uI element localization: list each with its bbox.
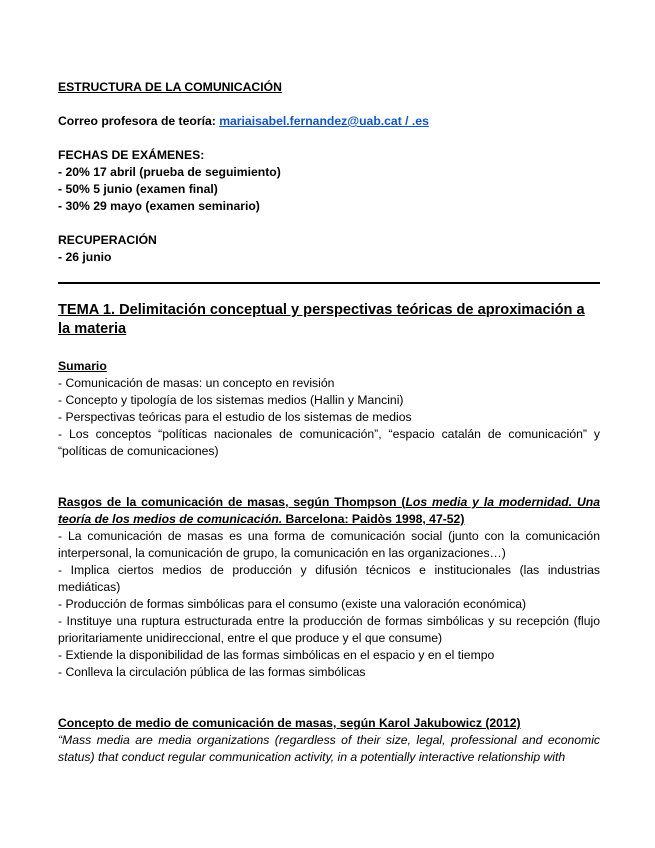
list-item: - 20% 17 abril (prueba de seguimiento) <box>58 165 281 179</box>
list-item: - 30% 29 mayo (examen seminario) <box>58 199 260 213</box>
email-label: Correo profesora de teoría: <box>58 114 216 128</box>
thompson-section <box>58 494 600 681</box>
recovery-date: - 26 junio <box>58 250 112 264</box>
jakubowicz-section <box>58 715 600 766</box>
list-item: - Instituye una ruptura estructurada entre la producción de formas simbólicas y su recepción (flujo prioritariamente unidireccional, entre el que produce y el que consume) <box>58 614 600 645</box>
recovery-section <box>58 232 600 266</box>
section-divider <box>58 282 600 284</box>
list-item: - Concepto y tipología de los sistemas medios (Hallin y Mancini) <box>58 393 404 407</box>
list-item: - La comunicación de masas es una forma de comunicación social (junto con la comunicación interpersonal, la comunicación de grupo, la comunicación en las organizaciones…) <box>58 529 600 560</box>
summary-heading: Sumario <box>58 359 107 373</box>
jakubowicz-quote: “Mass media are media organizations (regardless of their size, legal, professional and economic status) that conduct regular communication activity, in a potentially interactive relationship with <box>58 733 600 764</box>
exams-section <box>58 147 600 215</box>
topic-title <box>58 301 600 339</box>
list-item: - Los conceptos “políticas nacionales de comunicación”, “espacio catalán de comunicación” y “políticas de comunicaciones) <box>58 427 600 458</box>
list-item: - Conlleva la circulación pública de las formas simbólicas <box>58 665 366 679</box>
list-item: - 50% 5 junio (examen final) <box>58 182 218 196</box>
list-item: - Extiende la disponibilidad de las formas simbólicas en el espacio y en el tiempo <box>58 648 495 662</box>
exams-heading: FECHAS DE EXÁMENES: <box>58 148 205 162</box>
list-item: - Implica ciertos medios de producción y difusión técnicos e institucionales (las industrias mediáticas) <box>58 563 600 594</box>
email-link[interactable]: mariaisabel.fernandez@uab.cat / .es <box>219 114 429 128</box>
list-item: - Perspectivas teóricas para el estudio de los sistemas de medios <box>58 410 412 424</box>
list-item: - Comunicación de masas: un concepto en revisión <box>58 376 335 390</box>
course-title: ESTRUCTURA DE LA COMUNICACIÓN <box>58 80 282 94</box>
topic-title-line1: TEMA 1. Delimitación conceptual y perspectivas teóricas de aproximación a <box>58 302 585 318</box>
email-line <box>58 113 600 130</box>
jakubowicz-heading: Concepto de medio de comunicación de masas, según Karol Jakubowicz (2012) <box>58 716 521 730</box>
recovery-heading: RECUPERACIÓN <box>58 233 157 247</box>
thompson-book-title: Los media y la modernidad. Una teoría de los medios de comunicación. <box>58 495 601 526</box>
list-item: - Producción de formas simbólicas para el consumo (existe una valoración económica) <box>58 597 527 611</box>
topic-title-line2: la materia <box>58 321 127 337</box>
summary-section <box>58 358 600 460</box>
thompson-heading: Rasgos de la comunicación de masas, según Thompson (Los media y la modernidad. Una teoría de los medios de comunicación. Barcelona: Paidòs 1998, 47-52) <box>58 495 601 526</box>
